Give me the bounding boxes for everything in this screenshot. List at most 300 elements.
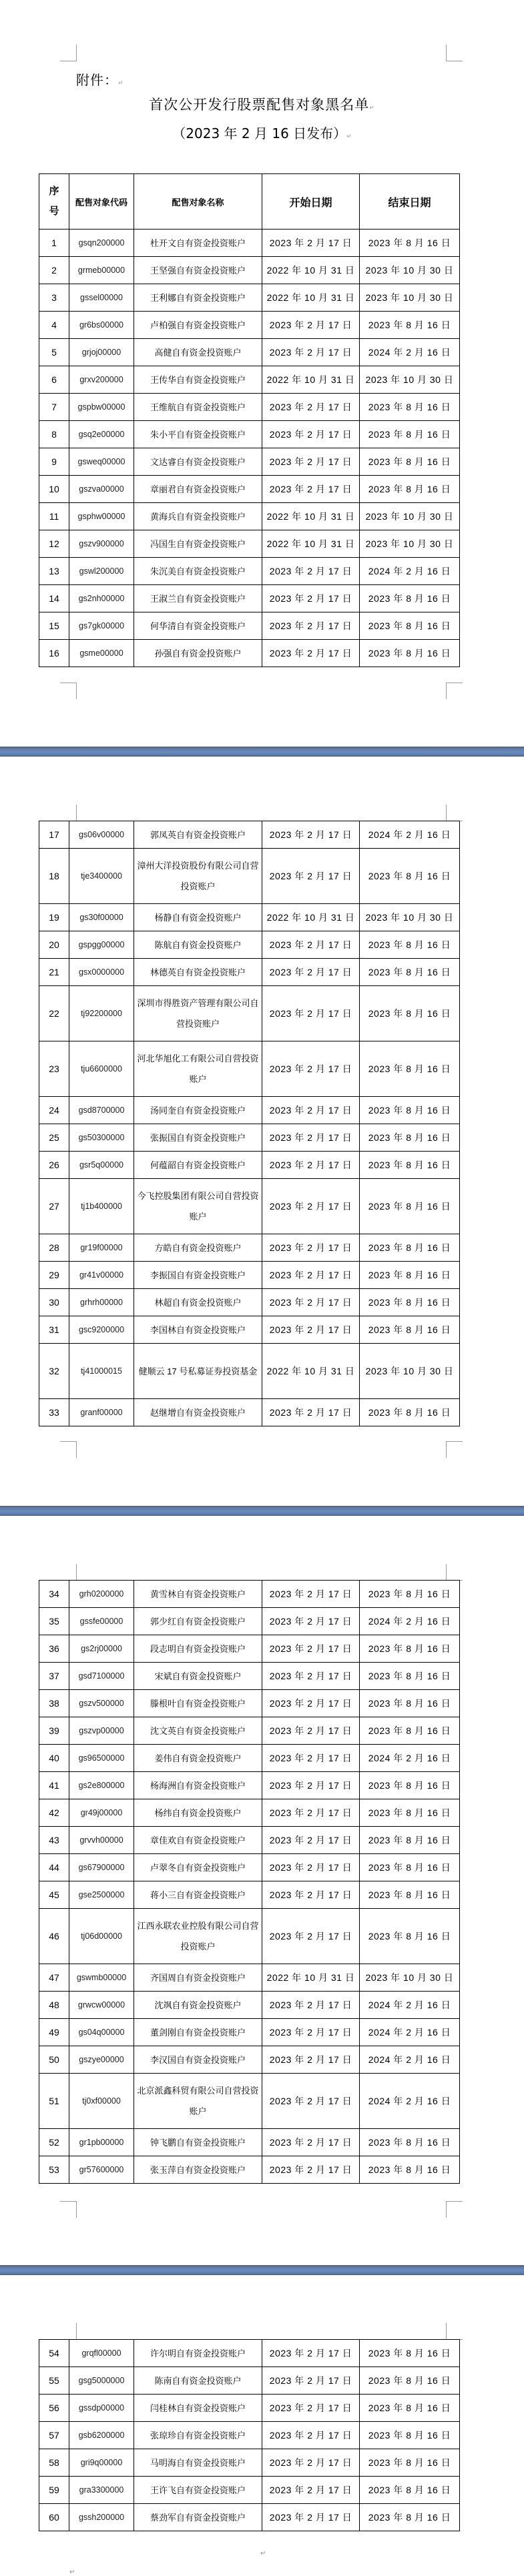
document-subtitle: （2023 年 2 月 16 日发布）↵ xyxy=(172,125,352,141)
row-start-date: 2023 年 2 月 17 日 xyxy=(262,2367,360,2395)
row-start-date: 2023 年 2 月 17 日 xyxy=(262,2449,360,2477)
header-start-date: 开始日期 xyxy=(262,174,360,230)
row-start-date: 2023 年 2 月 17 日 xyxy=(262,230,360,257)
row-start-date: 2023 年 2 月 17 日 xyxy=(262,1399,360,1426)
table-row xyxy=(39,821,460,849)
row-seq: 9 xyxy=(39,448,69,476)
page-corner-mark xyxy=(60,805,77,821)
row-name: 宋斌自有资金投资账户 xyxy=(134,1663,262,1690)
row-end-date: 2023 年 8 月 16 日 xyxy=(360,230,460,257)
row-start-date: 2023 年 2 月 17 日 xyxy=(262,1827,360,1854)
row-seq: 5 xyxy=(39,339,69,366)
row-seq: 6 xyxy=(39,366,69,394)
row-end-date: 2023 年 8 月 16 日 xyxy=(360,2504,460,2531)
row-end-date: 2024 年 2 月 16 日 xyxy=(360,339,460,366)
row-name: 郭凤英自有资金投资账户 xyxy=(134,821,262,849)
row-end-date: 2023 年 8 月 16 日 xyxy=(360,1234,460,1262)
row-name: 何华清自有资金投资账户 xyxy=(134,612,262,640)
row-code: tj06d00000 xyxy=(69,1909,134,1964)
row-name: 林超自有资金投资账户 xyxy=(134,1289,262,1316)
page-corner-mark xyxy=(60,45,77,61)
row-start-date: 2023 年 2 月 17 日 xyxy=(262,2019,360,2046)
table-row xyxy=(39,1289,460,1316)
row-name: 卢翠冬自有资金投资账户 xyxy=(134,1854,262,1881)
row-seq: 22 xyxy=(39,986,69,1041)
row-name: 陈航自有资金投资账户 xyxy=(134,931,262,959)
row-name: 沈飒自有资金投资账户 xyxy=(134,1992,262,2019)
row-code: grqfl00000 xyxy=(69,2340,134,2367)
row-seq: 29 xyxy=(39,1262,69,1289)
row-start-date: 2023 年 2 月 17 日 xyxy=(262,2422,360,2449)
table-row xyxy=(39,1881,460,1909)
row-name: 王坚强自有资金投资账户 xyxy=(134,257,262,284)
row-seq: 25 xyxy=(39,1124,69,1152)
table-row xyxy=(39,1608,460,1635)
table-row xyxy=(39,2395,460,2422)
table-row xyxy=(39,1635,460,1663)
row-seq: 4 xyxy=(39,312,69,339)
row-seq: 24 xyxy=(39,1097,69,1124)
row-end-date: 2023 年 10 月 30 日 xyxy=(360,503,460,530)
row-name: 马明海自有资金投资账户 xyxy=(134,2449,262,2477)
row-end-date: 2023 年 8 月 16 日 xyxy=(360,1097,460,1124)
row-seq: 17 xyxy=(39,821,69,849)
row-start-date: 2023 年 2 月 17 日 xyxy=(262,1581,360,1608)
row-start-date: 2022 年 10 月 31 日 xyxy=(262,284,360,312)
row-end-date: 2023 年 8 月 16 日 xyxy=(360,2422,460,2449)
row-code: gs30f00000 xyxy=(69,904,134,931)
row-code: gr57600000 xyxy=(69,2156,134,2184)
row-end-date: 2023 年 10 月 30 日 xyxy=(360,1964,460,1992)
row-end-date: 2023 年 10 月 30 日 xyxy=(360,1344,460,1399)
row-code: tj0xf00000 xyxy=(69,2074,134,2129)
header-seq: 序 号 xyxy=(39,174,69,230)
row-code: gssfe00000 xyxy=(69,1608,134,1635)
row-start-date: 2023 年 2 月 17 日 xyxy=(262,821,360,849)
table-row xyxy=(39,1909,460,1964)
row-code: gs96500000 xyxy=(69,1745,134,1772)
row-end-date: 2023 年 8 月 16 日 xyxy=(360,1717,460,1745)
row-code: gr49j00000 xyxy=(69,1799,134,1827)
table-row xyxy=(39,1581,460,1608)
row-start-date: 2023 年 2 月 17 日 xyxy=(262,1041,360,1097)
row-seq: 55 xyxy=(39,2367,69,2395)
row-code: gr41v00000 xyxy=(69,1262,134,1289)
table-row xyxy=(39,366,460,394)
row-code: gssh200000 xyxy=(69,2504,134,2531)
page-break-band xyxy=(0,2265,524,2275)
table-row xyxy=(39,1152,460,1179)
row-code: gsq2e00000 xyxy=(69,421,134,448)
header-end-date: 结束日期 xyxy=(360,174,460,230)
row-name: 卢柏强自有资金投资账户 xyxy=(134,312,262,339)
row-name: 黄海兵自有资金投资账户 xyxy=(134,503,262,530)
table-row xyxy=(39,1124,460,1152)
table-row xyxy=(39,1799,460,1827)
row-end-date: 2023 年 8 月 16 日 xyxy=(360,476,460,503)
table-row xyxy=(39,2504,460,2531)
row-code: gs2e800000 xyxy=(69,1772,134,1799)
table-row xyxy=(39,1097,460,1124)
row-seq: 33 xyxy=(39,1399,69,1426)
row-code: gswmb00000 xyxy=(69,1964,134,1992)
table-header-row xyxy=(39,174,460,230)
row-name: 河北华旭化工有限公司自营投资账户 xyxy=(134,1041,262,1097)
row-end-date: 2023 年 8 月 16 日 xyxy=(360,1772,460,1799)
row-start-date: 2023 年 2 月 17 日 xyxy=(262,1745,360,1772)
row-seq: 56 xyxy=(39,2395,69,2422)
attachment-label: 附件：↵ xyxy=(76,72,124,88)
row-start-date: 2023 年 2 月 17 日 xyxy=(262,1179,360,1234)
row-name: 何蕴韶自有资金投资账户 xyxy=(134,1152,262,1179)
row-start-date: 2023 年 2 月 17 日 xyxy=(262,1262,360,1289)
row-code: gsc9200000 xyxy=(69,1316,134,1344)
row-name: 王许飞自有资金投资账户 xyxy=(134,2477,262,2504)
row-seq: 32 xyxy=(39,1344,69,1399)
row-name: 冯国生自有资金投资账户 xyxy=(134,530,262,558)
table-row xyxy=(39,230,460,257)
row-name: 林德英自有资金投资账户 xyxy=(134,959,262,986)
row-seq: 10 xyxy=(39,476,69,503)
blacklist-table-page-3 xyxy=(39,1580,460,2184)
row-seq: 28 xyxy=(39,1234,69,1262)
row-end-date: 2023 年 8 月 16 日 xyxy=(360,1635,460,1663)
document-page-3 xyxy=(0,1516,524,2265)
page-corner-mark xyxy=(60,2323,77,2340)
table-row xyxy=(39,1316,460,1344)
row-seq: 12 xyxy=(39,530,69,558)
blacklist-table-page-2 xyxy=(39,821,460,1426)
row-code: granf00000 xyxy=(69,1399,134,1426)
table-row xyxy=(39,530,460,558)
row-seq: 54 xyxy=(39,2340,69,2367)
row-code: gr19f00000 xyxy=(69,1234,134,1262)
row-start-date: 2023 年 2 月 17 日 xyxy=(262,1608,360,1635)
row-seq: 41 xyxy=(39,1772,69,1799)
row-seq: 35 xyxy=(39,1608,69,1635)
row-start-date: 2023 年 2 月 17 日 xyxy=(262,1854,360,1881)
row-seq: 23 xyxy=(39,1041,69,1097)
row-start-date: 2023 年 2 月 17 日 xyxy=(262,1635,360,1663)
row-start-date: 2023 年 2 月 17 日 xyxy=(262,312,360,339)
row-seq: 26 xyxy=(39,1152,69,1179)
row-code: gsd8700000 xyxy=(69,1097,134,1124)
table-row xyxy=(39,585,460,612)
table-row xyxy=(39,2422,460,2449)
blacklist-table-page-4 xyxy=(39,2339,460,2531)
row-start-date: 2023 年 2 月 17 日 xyxy=(262,1097,360,1124)
row-code: grhrh00000 xyxy=(69,1289,134,1316)
paragraph-mark: ↵ xyxy=(69,2569,75,2576)
row-code: gszv500000 xyxy=(69,1690,134,1717)
row-code: grwcw00000 xyxy=(69,1992,134,2019)
row-end-date: 2023 年 8 月 16 日 xyxy=(360,2340,460,2367)
row-code: gsme00000 xyxy=(69,640,134,667)
table-row xyxy=(39,2477,460,2504)
row-name: 郭少红自有资金投资账户 xyxy=(134,1608,262,1635)
row-start-date: 2023 年 2 月 17 日 xyxy=(262,558,360,585)
row-end-date: 2023 年 8 月 16 日 xyxy=(360,1041,460,1097)
table-row xyxy=(39,1663,460,1690)
row-code: gspgg00000 xyxy=(69,931,134,959)
table-row xyxy=(39,2074,460,2129)
row-seq: 37 xyxy=(39,1663,69,1690)
row-end-date: 2023 年 8 月 16 日 xyxy=(360,1399,460,1426)
table-row xyxy=(39,612,460,640)
row-seq: 49 xyxy=(39,2019,69,2046)
row-seq: 2 xyxy=(39,257,69,284)
row-name: 王利娜自有资金投资账户 xyxy=(134,284,262,312)
row-start-date: 2023 年 2 月 17 日 xyxy=(262,2395,360,2422)
row-name: 赵继增自有资金投资账户 xyxy=(134,1399,262,1426)
row-name: 文达睿自有资金投资账户 xyxy=(134,448,262,476)
table-row xyxy=(39,1041,460,1097)
document-page-4 xyxy=(0,2275,524,2576)
row-end-date: 2024 年 2 月 16 日 xyxy=(360,821,460,849)
page-corner-mark xyxy=(446,683,463,699)
row-name: 李国林自有资金投资账户 xyxy=(134,1316,262,1344)
page-break-band xyxy=(0,747,524,757)
row-seq: 42 xyxy=(39,1799,69,1827)
row-end-date: 2023 年 8 月 16 日 xyxy=(360,959,460,986)
table-row xyxy=(39,558,460,585)
row-end-date: 2023 年 8 月 16 日 xyxy=(360,585,460,612)
row-seq: 31 xyxy=(39,1316,69,1344)
row-code: gsphw00000 xyxy=(69,503,134,530)
row-start-date: 2023 年 2 月 17 日 xyxy=(262,959,360,986)
table-row xyxy=(39,503,460,530)
row-seq: 14 xyxy=(39,585,69,612)
table-row xyxy=(39,849,460,904)
row-code: gr6bs00000 xyxy=(69,312,134,339)
row-name: 杨海洲自有资金投资账户 xyxy=(134,1772,262,1799)
row-name: 蔡劲军自有资金投资账户 xyxy=(134,2504,262,2531)
row-end-date: 2023 年 8 月 16 日 xyxy=(360,2156,460,2184)
table-row xyxy=(39,1344,460,1399)
row-name: 齐国周自有资金投资账户 xyxy=(134,1964,262,1992)
row-end-date: 2023 年 8 月 16 日 xyxy=(360,2367,460,2395)
table-row xyxy=(39,640,460,667)
row-start-date: 2023 年 2 月 17 日 xyxy=(262,448,360,476)
row-start-date: 2023 年 2 月 17 日 xyxy=(262,2156,360,2184)
row-code: gs50300000 xyxy=(69,1124,134,1152)
row-code: grvvh00000 xyxy=(69,1827,134,1854)
row-start-date: 2023 年 2 月 17 日 xyxy=(262,339,360,366)
row-seq: 36 xyxy=(39,1635,69,1663)
row-start-date: 2023 年 2 月 17 日 xyxy=(262,1717,360,1745)
row-seq: 3 xyxy=(39,284,69,312)
row-code: gsb6200000 xyxy=(69,2422,134,2449)
row-seq: 59 xyxy=(39,2477,69,2504)
row-end-date: 2023 年 8 月 16 日 xyxy=(360,2395,460,2422)
row-name: 李振国自有资金投资账户 xyxy=(134,1262,262,1289)
row-end-date: 2023 年 8 月 16 日 xyxy=(360,849,460,904)
table-row xyxy=(39,1262,460,1289)
row-start-date: 2023 年 2 月 17 日 xyxy=(262,612,360,640)
row-start-date: 2023 年 2 月 17 日 xyxy=(262,394,360,421)
row-end-date: 2023 年 8 月 16 日 xyxy=(360,1827,460,1854)
document-page-2 xyxy=(0,757,524,1506)
table-row xyxy=(39,1717,460,1745)
row-code: gspbw00000 xyxy=(69,394,134,421)
row-name: 张玉萍自有资金投资账户 xyxy=(134,2156,262,2184)
row-code: gsg5000000 xyxy=(69,2367,134,2395)
row-start-date: 2023 年 2 月 17 日 xyxy=(262,1152,360,1179)
row-code: gswl200000 xyxy=(69,558,134,585)
row-code: gs2nh00000 xyxy=(69,585,134,612)
row-name: 滕根叶自有资金投资账户 xyxy=(134,1690,262,1717)
row-name: 张琼珍自有资金投资账户 xyxy=(134,2422,262,2449)
row-name: 王传华自有资金投资账户 xyxy=(134,366,262,394)
table-row xyxy=(39,959,460,986)
table-row xyxy=(39,2340,460,2367)
table-row xyxy=(39,394,460,421)
row-name: 段志明自有资金投资账户 xyxy=(134,1635,262,1663)
row-seq: 48 xyxy=(39,1992,69,2019)
row-start-date: 2023 年 2 月 17 日 xyxy=(262,1909,360,1964)
row-name: 张振国自有资金投资账户 xyxy=(134,1124,262,1152)
row-seq: 15 xyxy=(39,612,69,640)
table-row xyxy=(39,2367,460,2395)
row-start-date: 2022 年 10 月 31 日 xyxy=(262,530,360,558)
row-name: 陈南自有资金投资账户 xyxy=(134,2367,262,2395)
row-seq: 60 xyxy=(39,2504,69,2531)
row-end-date: 2024 年 2 月 16 日 xyxy=(360,2019,460,2046)
row-name: 北京派鑫科贸有限公司自营投资账户 xyxy=(134,2074,262,2129)
table-row xyxy=(39,986,460,1041)
table-row xyxy=(39,2156,460,2184)
row-start-date: 2022 年 10 月 31 日 xyxy=(262,366,360,394)
row-seq: 50 xyxy=(39,2046,69,2074)
page-corner-mark xyxy=(446,805,463,821)
row-start-date: 2023 年 2 月 17 日 xyxy=(262,1881,360,1909)
row-code: gsd7100000 xyxy=(69,1663,134,1690)
row-start-date: 2023 年 2 月 17 日 xyxy=(262,585,360,612)
table-row xyxy=(39,448,460,476)
page-corner-mark xyxy=(60,2201,77,2218)
table-row xyxy=(39,1992,460,2019)
row-start-date: 2022 年 10 月 31 日 xyxy=(262,1344,360,1399)
row-code: gs67900000 xyxy=(69,1854,134,1881)
row-start-date: 2023 年 2 月 17 日 xyxy=(262,1992,360,2019)
table-row xyxy=(39,931,460,959)
row-start-date: 2023 年 2 月 17 日 xyxy=(262,640,360,667)
row-seq: 7 xyxy=(39,394,69,421)
table-row xyxy=(39,339,460,366)
row-end-date: 2023 年 8 月 16 日 xyxy=(360,1663,460,1690)
row-end-date: 2023 年 8 月 16 日 xyxy=(360,1316,460,1344)
row-code: tj1b400000 xyxy=(69,1179,134,1234)
row-seq: 18 xyxy=(39,849,69,904)
row-start-date: 2023 年 2 月 17 日 xyxy=(262,1663,360,1690)
row-end-date: 2023 年 8 月 16 日 xyxy=(360,1152,460,1179)
row-start-date: 2023 年 2 月 17 日 xyxy=(262,2477,360,2504)
row-code: gs04q00000 xyxy=(69,2019,134,2046)
row-seq: 53 xyxy=(39,2156,69,2184)
row-end-date: 2024 年 2 月 16 日 xyxy=(360,558,460,585)
row-name: 深圳市得胜资产管理有限公司自营投资账户 xyxy=(134,986,262,1041)
row-end-date: 2024 年 2 月 16 日 xyxy=(360,1745,460,1772)
row-end-date: 2023 年 8 月 16 日 xyxy=(360,931,460,959)
row-name: 江西永联农业控股有限公司自营投资账户 xyxy=(134,1909,262,1964)
table-row xyxy=(39,1964,460,1992)
row-end-date: 2023 年 8 月 16 日 xyxy=(360,2449,460,2477)
table-row xyxy=(39,1179,460,1234)
row-start-date: 2023 年 2 月 17 日 xyxy=(262,1799,360,1827)
row-name: 沈文英自有资金投资账户 xyxy=(134,1717,262,1745)
table-row xyxy=(39,1745,460,1772)
row-seq: 30 xyxy=(39,1289,69,1316)
table-row xyxy=(39,904,460,931)
row-end-date: 2023 年 10 月 30 日 xyxy=(360,257,460,284)
page-corner-mark xyxy=(60,1564,77,1581)
table-row xyxy=(39,284,460,312)
row-seq: 21 xyxy=(39,959,69,986)
row-code: gse2500000 xyxy=(69,1881,134,1909)
blacklist-table-page-1 xyxy=(39,173,460,667)
row-seq: 51 xyxy=(39,2074,69,2129)
table-row xyxy=(39,1772,460,1799)
header-name: 配售对象名称 xyxy=(134,174,262,230)
row-end-date: 2023 年 8 月 16 日 xyxy=(360,2477,460,2504)
page-corner-mark xyxy=(446,2323,463,2340)
row-end-date: 2023 年 8 月 16 日 xyxy=(360,986,460,1041)
row-name: 杨纬自有资金投资账户 xyxy=(134,1799,262,1827)
table-row xyxy=(39,421,460,448)
row-name: 章佳欢自有资金投资账户 xyxy=(134,1827,262,1854)
table-row xyxy=(39,1399,460,1426)
row-code: gra3300000 xyxy=(69,2477,134,2504)
row-end-date: 2023 年 8 月 16 日 xyxy=(360,1690,460,1717)
paragraph-mark: ↵ xyxy=(260,2550,266,2557)
page-corner-mark xyxy=(446,2201,463,2218)
row-seq: 52 xyxy=(39,2129,69,2156)
row-end-date: 2023 年 8 月 16 日 xyxy=(360,2129,460,2156)
row-code: gssdp00000 xyxy=(69,2395,134,2422)
row-name: 王淑兰自有资金投资账户 xyxy=(134,585,262,612)
page-corner-mark xyxy=(446,45,463,61)
row-seq: 20 xyxy=(39,931,69,959)
row-code: gssel00000 xyxy=(69,284,134,312)
row-seq: 57 xyxy=(39,2422,69,2449)
row-name: 李汉国自有资金投资账户 xyxy=(134,2046,262,2074)
row-end-date: 2023 年 10 月 30 日 xyxy=(360,530,460,558)
row-seq: 44 xyxy=(39,1854,69,1881)
row-start-date: 2023 年 2 月 17 日 xyxy=(262,1316,360,1344)
row-seq: 58 xyxy=(39,2449,69,2477)
row-code: gszye00000 xyxy=(69,2046,134,2074)
row-seq: 11 xyxy=(39,503,69,530)
row-code: gs06v00000 xyxy=(69,821,134,849)
document-title: 首次公开发行股票配售对象黑名单↵ xyxy=(149,97,375,113)
row-start-date: 2023 年 2 月 17 日 xyxy=(262,849,360,904)
row-start-date: 2023 年 2 月 17 日 xyxy=(262,931,360,959)
row-name: 汤同奎自有资金投资账户 xyxy=(134,1097,262,1124)
row-seq: 47 xyxy=(39,1964,69,1992)
row-name: 健顺云 17 号私募证券投资基金 xyxy=(134,1344,262,1399)
row-end-date: 2023 年 8 月 16 日 xyxy=(360,1854,460,1881)
row-seq: 8 xyxy=(39,421,69,448)
table-row xyxy=(39,312,460,339)
page-break-band xyxy=(0,1506,524,1516)
row-code: gs7gk00000 xyxy=(69,612,134,640)
row-seq: 38 xyxy=(39,1690,69,1717)
row-end-date: 2023 年 8 月 16 日 xyxy=(360,448,460,476)
row-seq: 1 xyxy=(39,230,69,257)
row-name: 许尔明自有资金投资账户 xyxy=(134,2340,262,2367)
row-name: 王维航自有资金投资账户 xyxy=(134,394,262,421)
row-code: gs2rj00000 xyxy=(69,1635,134,1663)
